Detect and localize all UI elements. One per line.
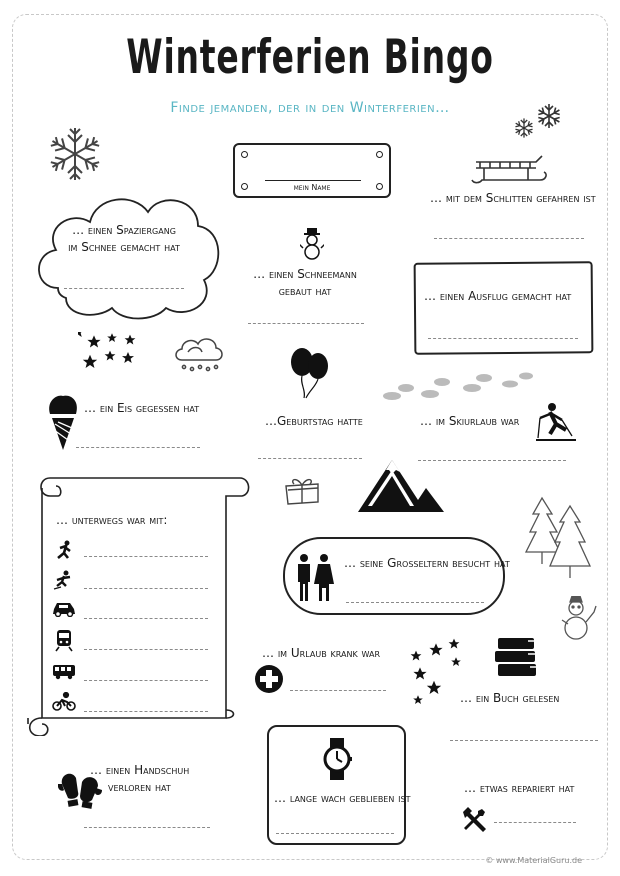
stars-icon xyxy=(78,332,148,372)
cell-skiurlaub: … im Skiurlaub war xyxy=(420,414,520,428)
copyright-footer: © www.MaterialGuru.de xyxy=(485,856,582,865)
cell-text: … einen Schneemann xyxy=(253,267,357,281)
answer-line xyxy=(64,288,184,289)
cell-text: verloren hat xyxy=(108,780,171,795)
couple-icon xyxy=(294,554,334,602)
cell-text: im Schnee gemacht hat xyxy=(68,240,180,255)
snowflakes-icon xyxy=(512,100,564,140)
gift-icon xyxy=(282,474,322,506)
page-title: Winterferien Bingo xyxy=(126,30,494,85)
stars-icon xyxy=(406,636,468,706)
answer-line xyxy=(428,338,578,339)
name-label: mein Name xyxy=(293,183,331,192)
answer-line xyxy=(346,602,484,603)
snowman-icon xyxy=(300,228,324,260)
ice-skater-icon xyxy=(52,570,74,590)
sled-icon xyxy=(470,150,550,186)
answer-line xyxy=(84,556,208,557)
cell-geburtstag: …Geburtstag hatte xyxy=(265,414,363,428)
car-icon xyxy=(52,601,76,617)
answer-line xyxy=(84,618,208,619)
wristwatch-icon xyxy=(322,738,352,780)
cell-eis: … ein Eis gegessen hat xyxy=(84,401,200,415)
name-plate xyxy=(233,143,391,198)
footprints-icon xyxy=(380,368,544,404)
answer-line xyxy=(290,690,386,691)
answer-line xyxy=(450,740,598,741)
cell-schlitten: … mit dem Schlitten gefahren ist xyxy=(430,191,596,205)
snow-cloud-icon xyxy=(172,334,224,376)
name-line[interactable] xyxy=(265,180,361,181)
balloons-icon xyxy=(288,346,332,400)
cell-text: … einen Handschuh xyxy=(90,763,190,777)
snowflake-icon xyxy=(44,124,106,184)
answer-line xyxy=(84,827,210,828)
mountains-icon xyxy=(356,456,446,514)
pine-trees-icon xyxy=(522,494,594,584)
mittens-icon xyxy=(58,770,102,810)
cell-spaziergang xyxy=(62,222,186,257)
page-subtitle: Finde jemanden, der in den Winterferien… xyxy=(170,100,450,116)
plate-hole xyxy=(241,151,248,158)
answer-line xyxy=(84,588,208,589)
cell-unterwegs: … unterwegs war mit: xyxy=(56,513,168,527)
answer-line xyxy=(258,458,362,459)
cyclist-icon xyxy=(52,692,76,712)
cell-text: … einen Spaziergang xyxy=(72,223,176,237)
ice-cream-icon xyxy=(46,394,80,452)
cell-handschuh xyxy=(90,762,189,797)
bus-icon xyxy=(52,664,76,680)
plate-hole xyxy=(376,151,383,158)
tools-icon xyxy=(460,806,488,834)
answer-line xyxy=(276,833,394,834)
answer-line xyxy=(248,323,364,324)
cell-repariert: … etwas repariert hat xyxy=(464,781,575,795)
running-person-icon xyxy=(52,540,74,560)
medical-cross-icon xyxy=(254,664,284,694)
answer-line xyxy=(434,238,584,239)
cell-text: gebaut hat xyxy=(278,284,332,299)
cell-buch: … ein Buch gelesen xyxy=(460,691,560,705)
train-icon xyxy=(55,630,73,652)
cell-krank: … im Urlaub krank war xyxy=(262,646,381,660)
cell-wach: … lange wach geblieben ist xyxy=(274,791,411,805)
answer-line xyxy=(84,649,208,650)
answer-line xyxy=(494,822,576,823)
cell-ausflug: … einen Ausflug gemacht hat xyxy=(424,289,572,303)
answer-line xyxy=(76,447,200,448)
ausflug-box xyxy=(414,261,594,355)
snowman-waving-icon xyxy=(560,596,600,644)
skier-icon xyxy=(532,402,580,446)
cell-grosseltern: … seine Großeltern besucht hat xyxy=(344,556,510,570)
cell-schneemann xyxy=(240,266,370,301)
answer-line xyxy=(84,680,208,681)
answer-line xyxy=(84,711,208,712)
books-icon xyxy=(494,636,540,678)
